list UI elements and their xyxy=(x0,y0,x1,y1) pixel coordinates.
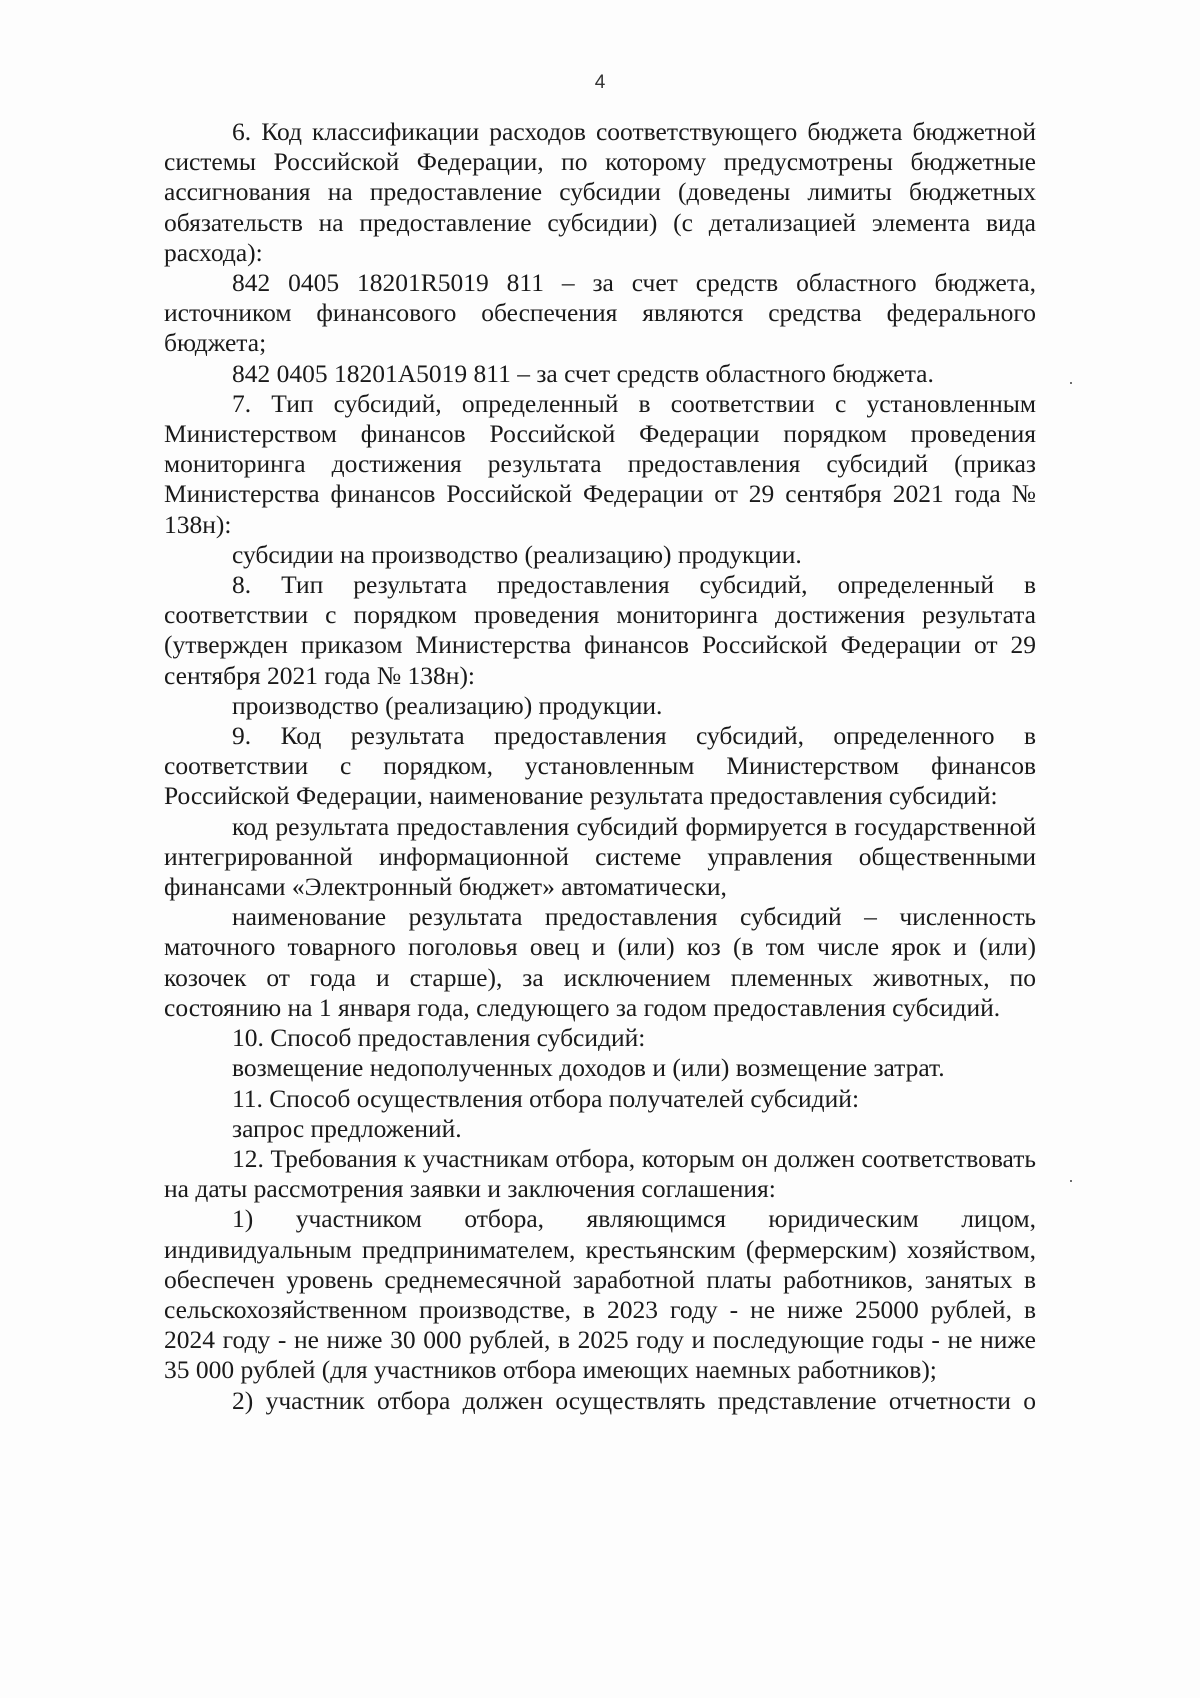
document-body xyxy=(164,117,1036,1416)
paragraph-11-value: запрос предложений. xyxy=(232,1113,462,1143)
paragraph-12: 12. Требования к участникам отбора, которым он должен соответствовать на даты рассмотрения заявки и заключения соглашения: xyxy=(164,1143,1036,1204)
paragraph-11: 11. Способ осуществления отбора получателей субсидий: xyxy=(232,1083,860,1113)
paragraph-6: 6. Код классификации расходов соответствующего бюджета бюджетной системы Российской Федерации, по которому предусмотрены бюджетные ассигнования на предоставление субсидии (доведены лимиты бюджетных обязательств на предоставление субсидии) (с детализацией элемента вида расхода): xyxy=(164,117,1036,267)
paragraph-code-regional: 842 0405 18201А5019 811 – за счет средств областного бюджета. xyxy=(232,358,934,388)
paragraph-7-value: субсидии на производство (реализацию) продукции. xyxy=(232,539,802,569)
paragraph-9-code: код результата предоставления субсидий формируется в государственной интегрированной информационной системе управления общественными финансами «Электронный бюджет» автоматически, xyxy=(164,811,1036,902)
scan-speck: · xyxy=(1068,372,1074,392)
paragraph-10-value: возмещение недополученных доходов и (или) возмещение затрат. xyxy=(232,1053,945,1083)
paragraph-12-item-2: 2) участник отбора должен осуществлять представление отчетности о xyxy=(232,1385,1036,1415)
paragraph-9: 9. Код результата предоставления субсидий, определенного в соответствии с порядком, установленным Министерством финансов Российской Федерации, наименование результата предоставления субсидий: xyxy=(164,721,1036,811)
paragraph-10: 10. Способ предоставления субсидий: xyxy=(232,1023,646,1053)
page-number: 4 xyxy=(594,72,606,93)
paragraph-code-federal: 842 0405 18201R5019 811 – за счет средств областного бюджета, источником финансового обеспечения являются средства федерального бюджета; xyxy=(164,268,1036,358)
scan-speck: · xyxy=(1068,1170,1074,1190)
paragraph-7: 7. Тип субсидий, определенный в соответствии с установленным Министерством финансов Российской Федерации порядком проведения мониторинга достижения результата предоставления субсидий (приказ Министерства финансов Российской Федерации от 29 сентября 2021 года № 138н): xyxy=(164,388,1036,539)
paragraph-9-name: наименование результата предоставления субсидий – численность маточного товарного поголовья овец и (или) коз (в том числе ярок и (или) козочек от года и старше), за исключением племенных животных, по состоянию на 1 января года, следующего за годом предоставления субсидий. xyxy=(164,902,1036,1022)
paragraph-12-item-1: 1) участником отбора, являющимся юридическим лицом, индивидуальным предпринимателем, крестьянским (фермерским) хозяйством, обеспечен уровень среднемесячной заработной платы работников, занятых в сельскохозяйственном производстве, в 2023 году - не ниже 25000 рублей, в 2024 году - не ниже 30 000 рублей, в 2025 году и последующие годы - не ниже 35 000 рублей (для участников отбора имеющих наемных работников); xyxy=(164,1204,1036,1385)
paragraph-8-value: производство (реализацию) продукции. xyxy=(232,690,663,720)
paragraph-8: 8. Тип результата предоставления субсидий, определенный в соответствии с порядком проведения мониторинга достижения результата (утвержден приказом Министерства финансов Российской Федерации от 29 сентября 2021 года № 138н): xyxy=(164,570,1036,690)
